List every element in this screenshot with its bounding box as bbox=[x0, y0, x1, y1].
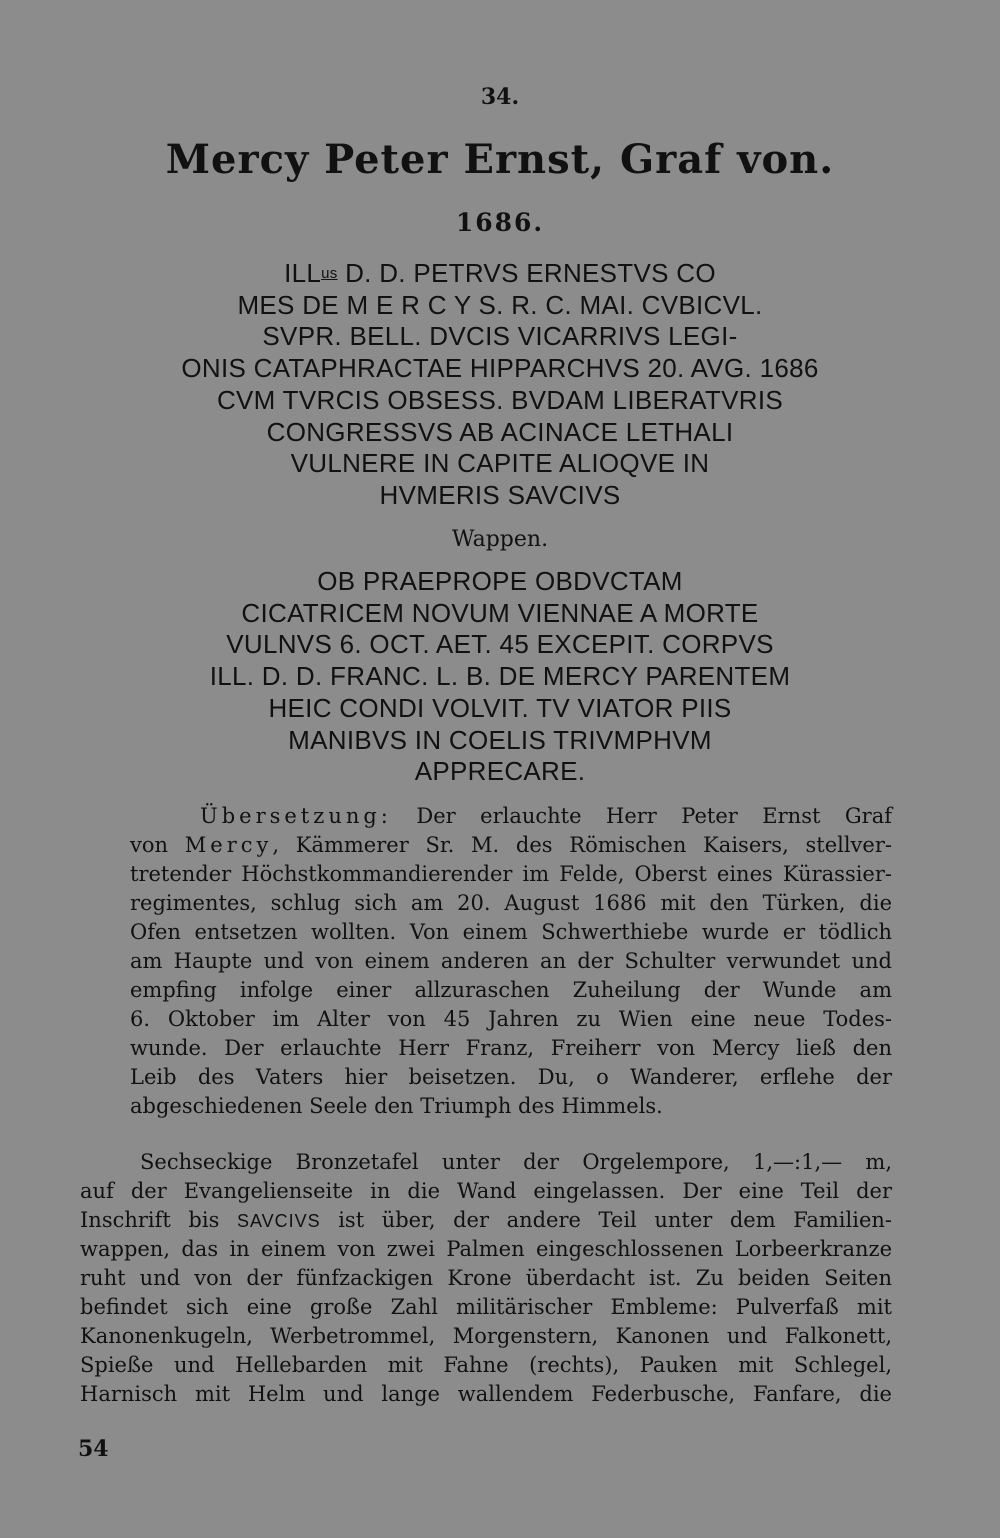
translation-line: regimentes, schlug sich am 20. August 1686 mit den Türken, die bbox=[130, 891, 892, 915]
translation-paragraph bbox=[130, 802, 892, 1121]
inscription-part-1 bbox=[100, 258, 900, 512]
description-line: wappen, das in einem von zwei Palmen eingeschlossenen Lorbeerkranze bbox=[80, 1237, 892, 1261]
translation-line bbox=[130, 831, 892, 860]
inscription-line: OB PRAEPROPE OBDVCTAM bbox=[317, 566, 683, 596]
entry-number: 34. bbox=[480, 84, 520, 110]
inscription-line: ONIS CATAPHRACTAE HIPPARCHVS 20. AVG. 1686 bbox=[181, 353, 819, 384]
inscription-superscript: us bbox=[321, 265, 338, 282]
inscription-line: HVMERIS SAVCIVS bbox=[379, 479, 621, 510]
translation-label: Übersetzung: bbox=[200, 804, 392, 828]
inscription-line: CONGRESSVS AB ACINACE LETHALI bbox=[266, 416, 734, 447]
entry-year: 1686. bbox=[455, 208, 545, 237]
inscription-line-rest: D. D. PETRVS ERNESTVS CO bbox=[337, 258, 716, 288]
inscription-line: VULNERE IN CAPITE ALIOQVE IN bbox=[290, 448, 710, 479]
translation-line: empfing infolge einer allzuraschen Zuheilung der Wunde am bbox=[130, 978, 892, 1002]
translation-line: 6. Oktober im Alter von 45 Jahren zu Wien eine neue Todes- bbox=[130, 1007, 892, 1031]
description-line-rest: ist über, der andere Teil unter dem Familien- bbox=[320, 1208, 892, 1232]
description-line: befindet sich eine große Zahl militärischer Embleme: Pulverfaß mit bbox=[80, 1295, 892, 1319]
translation-line-rest: , Kämmerer Sr. M. des Römischen Kaisers, stellver- bbox=[272, 833, 892, 857]
inscription-line: CVM TVRCIS OBSESS. BVDAM LIBERATVRIS bbox=[216, 384, 784, 415]
translation-line: wunde. Der erlauchte Herr Franz, Freiherr von Mercy ließ den bbox=[130, 1036, 892, 1060]
description-line: ruht und von der fünfzackigen Krone überdacht ist. Zu beiden Seiten bbox=[80, 1266, 892, 1290]
translation-line: tretender Höchstkommandierender im Felde, Oberst eines Kürassier- bbox=[130, 862, 892, 886]
inscription-line: MES DE M E R C Y S. R. C. MAI. CVBICVL. bbox=[237, 289, 763, 320]
translation-line bbox=[130, 802, 892, 831]
description-line-start: Inschrift bis bbox=[80, 1208, 237, 1232]
inscription-line: SVPR. BELL. DVCIS VICARRIVS LEGI- bbox=[262, 321, 738, 352]
entry-title: Mercy Peter Ernst, Graf von. bbox=[165, 136, 835, 183]
wappen-label: Wappen. bbox=[451, 527, 549, 552]
translation-line: abgeschiedenen Seele den Triumph des Himmels. bbox=[130, 1094, 663, 1118]
translation-line-rest: Der erlauchte Herr Peter Ernst Graf bbox=[391, 804, 892, 828]
inscription-line: APPRECARE. bbox=[414, 756, 586, 787]
inscription-line: CICATRICEM NOVUM VIENNAE A MORTE bbox=[241, 597, 759, 628]
translation-name: Mercy bbox=[184, 833, 273, 857]
page-number: 54 bbox=[78, 1436, 109, 1462]
inscription-line: HEIC CONDI VOLVIT. TV VIATOR PIIS bbox=[268, 692, 732, 723]
description-line: Harnisch mit Helm und lange wallendem Federbusche, Fanfare, die bbox=[80, 1382, 892, 1406]
inscription-part-2 bbox=[100, 566, 900, 788]
inscription-line: ILL. D. D. FRANC. L. B. DE MERCY PARENTEM bbox=[209, 661, 791, 692]
description-line: Sechseckige Bronzetafel unter der Orgelempore, 1,—:1,— m, bbox=[140, 1150, 892, 1174]
translation-von: von bbox=[130, 833, 185, 857]
inscription-ill: ILL bbox=[284, 258, 322, 288]
description-line: Spieße und Hellebarden mit Fahne (rechts), Pauken mit Schlegel, bbox=[80, 1353, 892, 1377]
description-caps: SAVCIVS bbox=[236, 1211, 321, 1231]
inscription-line bbox=[100, 258, 900, 290]
description-paragraph bbox=[80, 1148, 892, 1409]
description-line: auf der Evangelienseite in die Wand eingelassen. Der eine Teil der bbox=[80, 1179, 892, 1203]
translation-line: am Haupte und von einem anderen an der Schulter verwundet und bbox=[130, 949, 892, 973]
description-line bbox=[80, 1206, 892, 1235]
inscription-line: MANIBVS IN COELIS TRIVMPHVM bbox=[288, 724, 712, 755]
translation-line: Ofen entsetzen wollten. Von einem Schwerthiebe wurde er tödlich bbox=[130, 920, 892, 944]
translation-line: Leib des Vaters hier beisetzen. Du, o Wanderer, erflehe der bbox=[130, 1065, 892, 1089]
description-line: Kanonenkugeln, Werbetrommel, Morgenstern, Kanonen und Falkonett, bbox=[80, 1324, 892, 1348]
inscription-line: VULNVS 6. OCT. AET. 45 EXCEPIT. CORPVS bbox=[226, 629, 774, 660]
